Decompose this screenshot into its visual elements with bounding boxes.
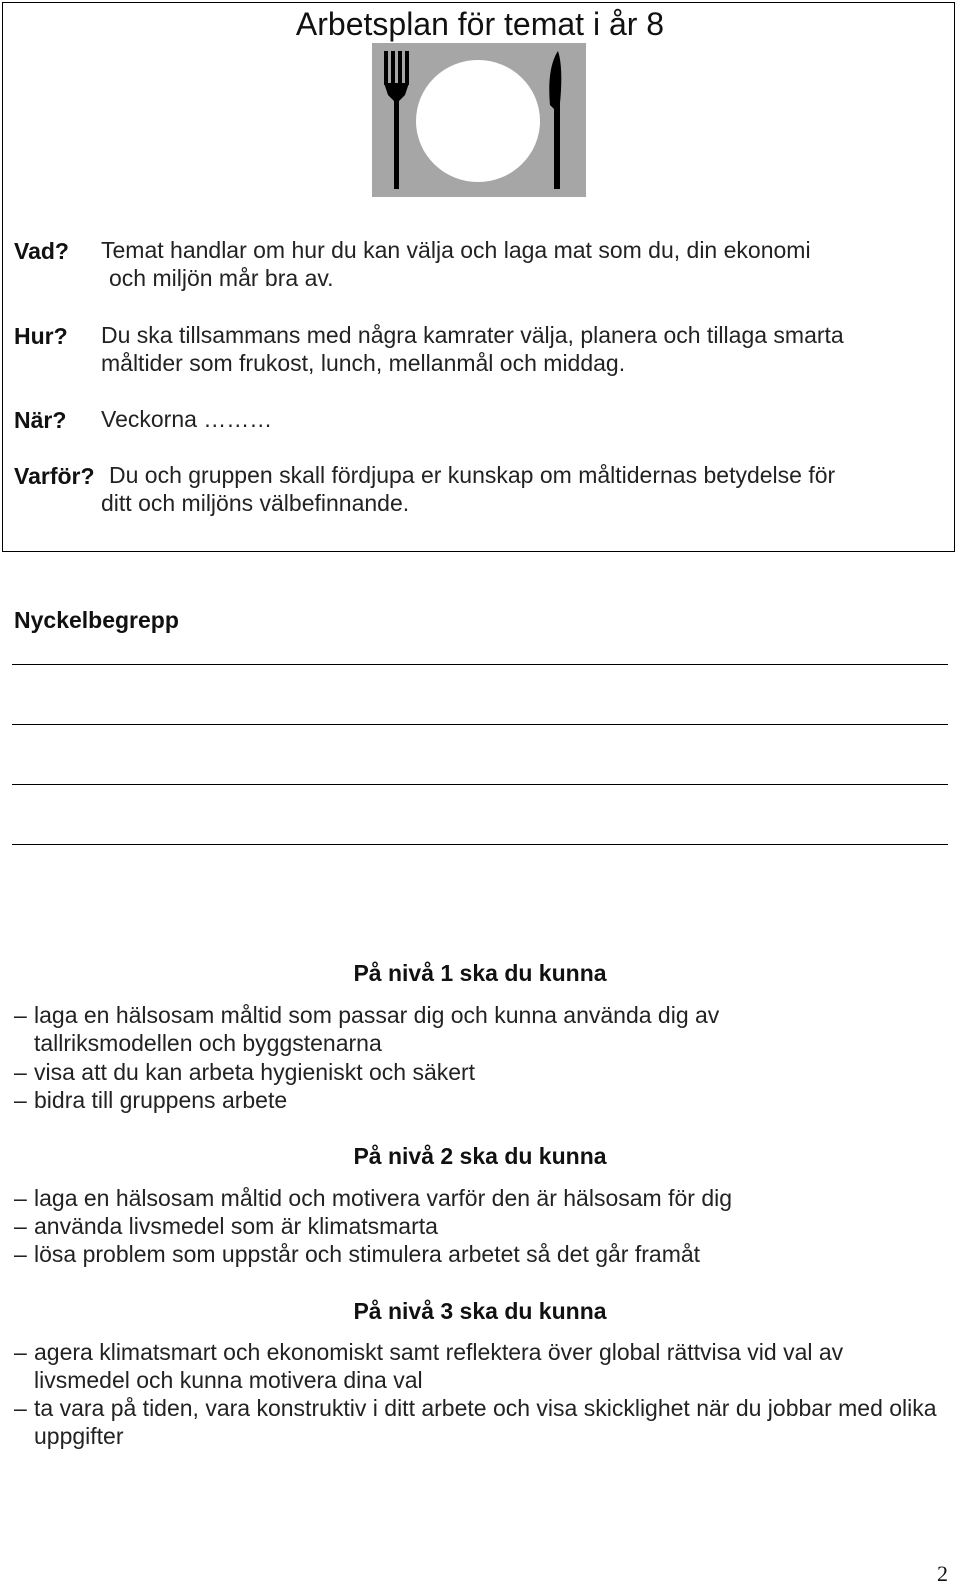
dash: – (14, 1339, 27, 1365)
page-number: 2 (937, 1561, 948, 1586)
dash: – (14, 1213, 27, 1239)
plate-fork-knife-icon (372, 43, 586, 197)
dash: – (14, 1087, 27, 1113)
nar-label: När? (14, 407, 67, 433)
keyword-line (12, 784, 948, 785)
level-1-item (14, 1058, 954, 1086)
varfor-text-line2: ditt och miljöns välbefinnande. (101, 490, 410, 516)
dash: – (14, 1059, 27, 1085)
item-text: bidra till gruppens arbete (34, 1087, 288, 1113)
item-text: laga en hälsosam måltid och motivera varför den är hälsosam för dig (34, 1185, 733, 1211)
nar-text: Veckorna ……… (101, 406, 273, 432)
level-1-item (14, 1001, 954, 1057)
item-text: lösa problem som uppstår och stimulera arbetet så det går framåt (34, 1241, 701, 1267)
dash: – (14, 1395, 27, 1421)
vad-text-line1: Temat handlar om hur du kan välja och laga mat som du, din ekonomi (101, 237, 811, 263)
dash: – (14, 1241, 27, 1267)
dash: – (14, 1002, 27, 1028)
page-title: Arbetsplan för temat i år 8 (295, 6, 665, 42)
level-3-item (14, 1394, 954, 1450)
level-1-item (14, 1086, 954, 1114)
level-2-item (14, 1184, 954, 1212)
level-3-title: På nivå 3 ska du kunna (353, 1298, 607, 1324)
level-2-item (14, 1240, 954, 1268)
item-text: laga en hälsosam måltid som passar dig och kunna använda dig av tallriksmodellen och byggstenarna (34, 1002, 720, 1056)
keyword-line (12, 664, 948, 665)
item-text: ta vara på tiden, vara konstruktiv i ditt arbete och visa skicklighet när du jobbar med olika uppgifter (34, 1395, 937, 1449)
keyword-line (12, 724, 948, 725)
varfor-label: Varför? (14, 463, 95, 489)
keywords-heading: Nyckelbegrepp (14, 607, 179, 633)
item-text: visa att du kan arbeta hygieniskt och säkert (34, 1059, 476, 1085)
item-text: använda livsmedel som är klimatsmarta (34, 1213, 438, 1239)
hur-label: Hur? (14, 323, 68, 349)
dash: – (14, 1185, 27, 1211)
level-3-item (14, 1338, 954, 1394)
varfor-text (101, 461, 835, 517)
hur-text-line1: Du ska tillsammans med några kamrater välja, planera och tillaga smarta (101, 322, 844, 348)
level-2-item (14, 1212, 954, 1240)
vad-label: Vad? (14, 238, 69, 264)
vad-text (101, 236, 811, 292)
item-text: agera klimatsmart och ekonomiskt samt reflektera över global rättvisa vid val av livsmedel och kunna motivera dina val (34, 1339, 844, 1393)
level-1-title: På nivå 1 ska du kunna (353, 960, 607, 986)
hur-text-line2: måltider som frukost, lunch, mellanmål och middag. (101, 350, 626, 376)
varfor-text-line1: Du och gruppen skall fördjupa er kunskap om måltidernas betydelse för (109, 462, 836, 488)
level-2-title: På nivå 2 ska du kunna (353, 1143, 607, 1169)
vad-text-line2: och miljön mår bra av. (109, 265, 334, 291)
hur-text (101, 321, 844, 377)
keyword-line (12, 844, 948, 845)
